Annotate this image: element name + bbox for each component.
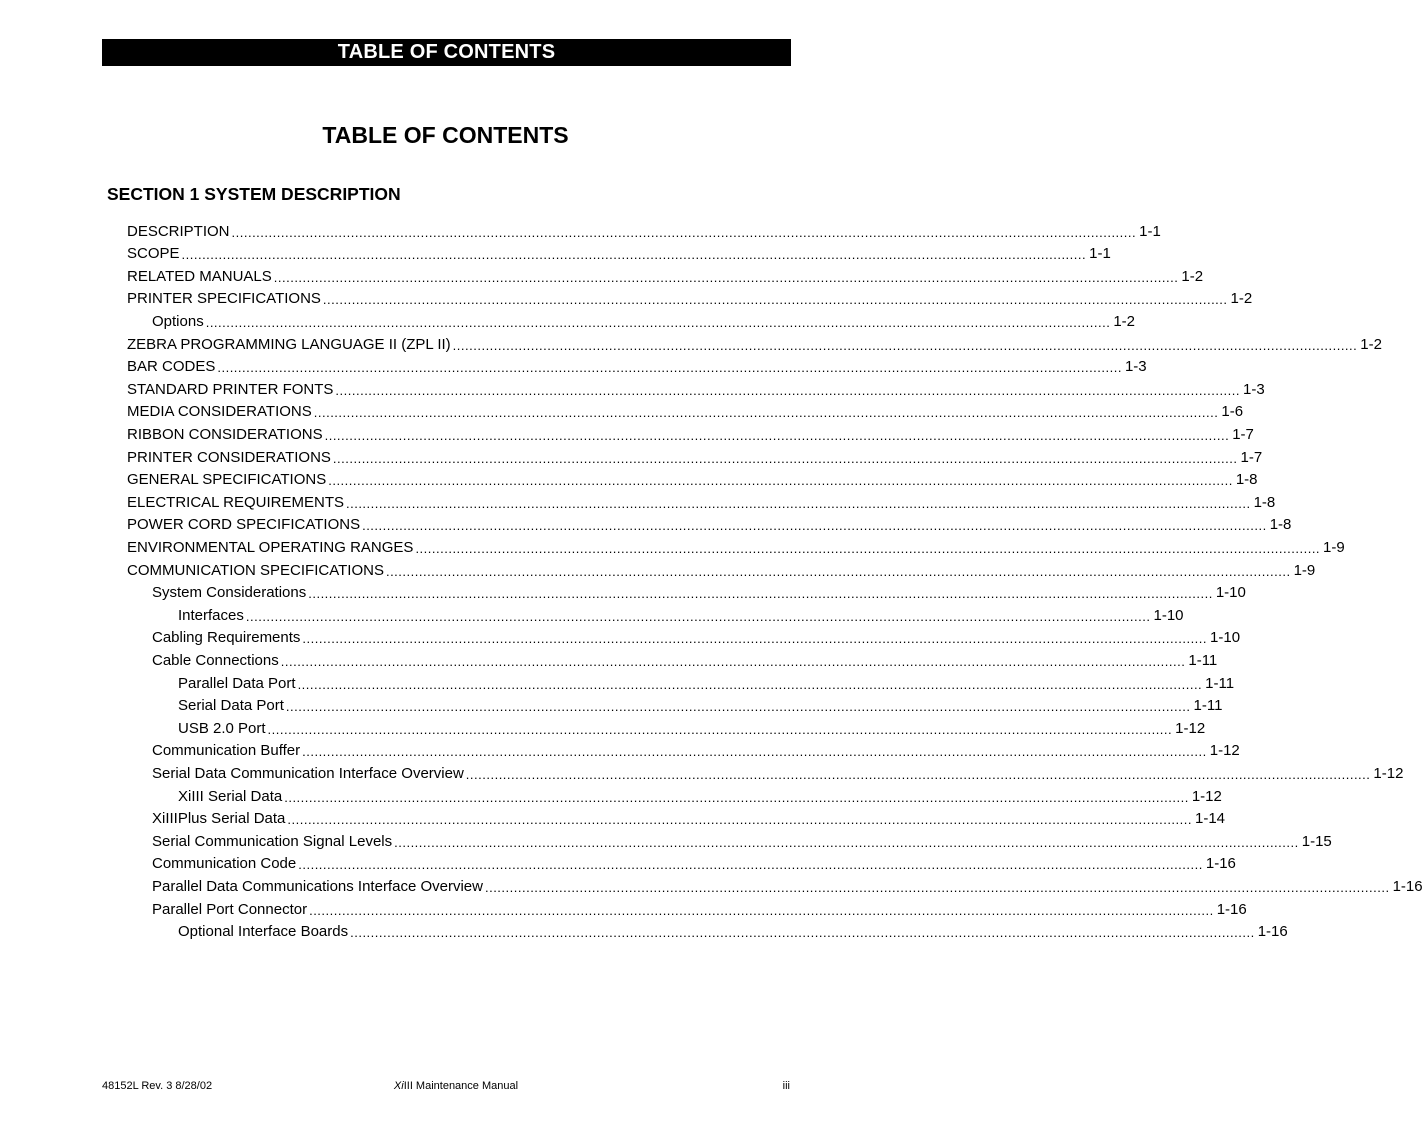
footer-manual-title	[366, 1079, 546, 1093]
toc-entry-label: Parallel Data Communications Interface Overview	[152, 877, 483, 895]
toc-leader-dots: ............................................................................................................................................................................................................................	[245, 608, 1151, 624]
toc-entry-page: 1-10	[1210, 629, 1241, 647]
toc-entry-label: Serial Data Port	[178, 697, 284, 715]
toc-entry[interactable]	[152, 852, 1236, 875]
toc-entry[interactable]	[127, 558, 1316, 581]
toc-entry-page: 1-2	[1230, 290, 1253, 308]
toc-entry-label: ZEBRA PROGRAMMING LANGUAGE II (ZPL II)	[127, 335, 451, 353]
toc-entry-label: Options	[152, 312, 204, 330]
toc-entry[interactable]	[127, 264, 1204, 287]
toc-entry-label: Serial Communication Signal Levels	[152, 832, 393, 850]
toc-entry[interactable]	[152, 897, 1247, 920]
footer-manual-title-rest: III Maintenance Manual	[403, 1080, 519, 1092]
toc-entry-label: Parallel Data Port	[178, 674, 296, 692]
toc-entry-label: XiIII Serial Data	[178, 787, 283, 805]
toc-leader-dots: ............................................................................................................................................................................................................................	[322, 292, 1228, 308]
toc-entry-label: Communication Buffer	[152, 742, 301, 760]
toc-entry-label: RELATED MANUALS	[127, 267, 272, 285]
toc-leader-dots: ............................................................................................................................................................................................................................	[465, 766, 1371, 782]
toc-entry-label: BAR CODES	[127, 358, 216, 376]
toc-leader-dots: ............................................................................................................................................................................................................................	[267, 721, 1173, 737]
toc-entry-page: 1-2	[1113, 312, 1135, 330]
toc-entry[interactable]	[127, 513, 1292, 536]
toc-entry[interactable]	[152, 807, 1226, 830]
toc-entry-page: 1-1	[1089, 245, 1111, 263]
toc-leader-dots: ............................................................................................................................................................................................................................	[302, 631, 1208, 647]
toc-leader-dots: ............................................................................................................................................................................................................................	[309, 902, 1214, 918]
toc-entry[interactable]	[152, 581, 1246, 604]
toc-entry-page: 1-8	[1269, 516, 1292, 534]
toc-entry-label: ELECTRICAL REQUIREMENTS	[127, 493, 344, 511]
toc-entry-page: 1-16	[1205, 855, 1236, 873]
toc-entry-page: 1-8	[1253, 493, 1276, 511]
toc-leader-dots: ............................................................................................................................................................................................................................	[328, 473, 1233, 489]
toc-entry-page: 1-12	[1373, 764, 1404, 782]
toc-entry-page: 1-16	[1392, 877, 1423, 895]
header-bar	[102, 39, 791, 66]
toc-entry-label: MEDIA CONSIDERATIONS	[127, 403, 312, 421]
toc-leader-dots: ............................................................................................................................................................................................................................	[324, 427, 1230, 443]
toc-entry-label: Cable Connections	[152, 651, 279, 669]
toc-entry-label: Communication Code	[152, 855, 297, 873]
toc-leader-dots: ............................................................................................................................................................................................................................	[205, 314, 1111, 330]
toc-entry[interactable]	[127, 535, 1345, 558]
toc-entry[interactable]	[127, 422, 1254, 445]
toc-entry-page: 1-16	[1257, 923, 1288, 941]
toc-entry[interactable]	[127, 332, 1382, 355]
toc-entry-label: USB 2.0 Port	[178, 719, 266, 737]
toc-entry-label: System Considerations	[152, 584, 307, 602]
footer-page-number: iii	[782, 1080, 790, 1092]
toc-entry-label: RIBBON CONSIDERATIONS	[127, 425, 323, 443]
toc-leader-dots: ............................................................................................................................................................................................................................	[313, 405, 1219, 421]
section-title: SECTION 1 SYSTEM DESCRIPTION	[107, 184, 401, 204]
toc-entry-page: 1-2	[1360, 335, 1382, 353]
toc-entry-label: STANDARD PRINTER FONTS	[127, 380, 334, 398]
toc-leader-dots: ............................................................................................................................................................................................................................	[273, 269, 1179, 285]
toc-entry-page: 1-12	[1191, 787, 1222, 805]
toc-leader-dots: ............................................................................................................................................................................................................................	[302, 744, 1207, 760]
toc-entry[interactable]	[178, 784, 1222, 807]
toc-entry-page: 1-10	[1153, 606, 1184, 624]
toc-entry[interactable]	[127, 242, 1111, 265]
toc-leader-dots: ............................................................................................................................................................................................................................	[297, 676, 1203, 692]
toc-leader-dots: ............................................................................................................................................................................................................................	[284, 789, 1189, 805]
page-title: TABLE OF CONTENTS	[322, 122, 569, 148]
toc-entry[interactable]	[152, 648, 1218, 671]
toc-entry-label: Parallel Port Connector	[152, 900, 308, 918]
toc-entry-page: 1-12	[1209, 742, 1240, 760]
toc-entry-page: 1-1	[1139, 222, 1161, 240]
toc-leader-dots: ............................................................................................................................................................................................................................	[217, 360, 1122, 376]
toc-entry[interactable]	[127, 400, 1244, 423]
toc-entry-label: DESCRIPTION	[127, 222, 230, 240]
toc-entry-page: 1-6	[1221, 403, 1244, 421]
toc-entry-page: 1-10	[1215, 584, 1246, 602]
toc-entry[interactable]	[127, 219, 1161, 242]
toc-leader-dots: ............................................................................................................................................................................................................................	[394, 834, 1299, 850]
toc-entry-label: Cabling Requirements	[152, 629, 301, 647]
toc-entry[interactable]	[178, 716, 1206, 739]
toc-entry-page: 1-7	[1232, 425, 1254, 443]
toc-leader-dots: ............................................................................................................................................................................................................................	[332, 450, 1238, 466]
toc-entry-page: 1-12	[1175, 719, 1206, 737]
toc-leader-dots: ............................................................................................................................................................................................................................	[484, 879, 1390, 895]
toc-entry[interactable]	[127, 490, 1276, 513]
footer-manual-title-italic: Xi	[393, 1080, 404, 1092]
toc-entry[interactable]	[152, 626, 1241, 649]
toc-entry-page: 1-14	[1195, 810, 1226, 828]
toc-leader-dots: ............................................................................................................................................................................................................................	[287, 812, 1192, 828]
toc-entry-page: 1-3	[1124, 358, 1147, 376]
toc-leader-dots: ............................................................................................................................................................................................................................	[415, 540, 1321, 556]
toc-entry-page: 1-2	[1181, 267, 1204, 285]
toc-entry[interactable]	[152, 761, 1404, 784]
toc-entry[interactable]	[178, 920, 1288, 943]
toc-leader-dots: ............................................................................................................................................................................................................................	[308, 586, 1213, 602]
toc-entry-page: 1-7	[1240, 448, 1263, 466]
toc-entry-page: 1-9	[1293, 561, 1316, 579]
toc-leader-dots: ............................................................................................................................................................................................................................	[345, 495, 1251, 511]
toc-entry-label: SCOPE	[127, 245, 180, 263]
toc-entry-label: PRINTER CONSIDERATIONS	[127, 448, 331, 466]
toc-leader-dots: ............................................................................................................................................................................................................................	[362, 518, 1267, 534]
toc-entry-page: 1-8	[1235, 471, 1258, 489]
header-bar-title: TABLE OF CONTENTS	[337, 41, 556, 63]
toc-entry[interactable]	[178, 694, 1223, 717]
toc-leader-dots: ............................................................................................................................................................................................................................	[285, 699, 1191, 715]
toc-entry[interactable]	[178, 671, 1235, 694]
toc-entry-label: Interfaces	[178, 606, 244, 624]
toc-entry-page: 1-11	[1193, 697, 1223, 715]
toc-entry[interactable]	[127, 355, 1147, 378]
toc-entry[interactable]	[152, 739, 1240, 762]
toc-entry-label: POWER CORD SPECIFICATIONS	[127, 516, 361, 534]
footer-doc-number: 48152L Rev. 3 8/28/02	[102, 1080, 213, 1092]
toc-entry-page: 1-15	[1301, 832, 1332, 850]
toc-entry[interactable]	[152, 829, 1332, 852]
toc-entry-label: COMMUNICATION SPECIFICATIONS	[127, 561, 384, 579]
toc-entry[interactable]	[152, 309, 1135, 332]
toc-leader-dots: ............................................................................................................................................................................................................................	[298, 857, 1203, 873]
toc-leader-dots: ............................................................................................................................................................................................................................	[335, 382, 1241, 398]
toc-entry-label: Serial Data Communication Interface Overview	[152, 764, 464, 782]
toc-entry[interactable]	[127, 468, 1258, 491]
toc-leader-dots: ............................................................................................................................................................................................................................	[231, 224, 1137, 240]
toc-entry-page: 1-9	[1323, 538, 1345, 556]
toc-entry[interactable]	[178, 603, 1184, 626]
toc-entry-label: XiIIIPlus Serial Data	[152, 810, 286, 828]
toc-entry-label: Optional Interface Boards	[178, 923, 349, 941]
toc-entry-label: PRINTER SPECIFICATIONS	[127, 290, 321, 308]
toc-entry-page: 1-16	[1216, 900, 1247, 918]
toc-entry-page: 1-3	[1243, 380, 1265, 398]
toc-leader-dots: ............................................................................................................................................................................................................................	[350, 925, 1255, 941]
toc-entry[interactable]	[152, 874, 1423, 897]
toc-entry-label: GENERAL SPECIFICATIONS	[127, 471, 327, 489]
toc-entry-label: ENVIRONMENTAL OPERATING RANGES	[127, 538, 414, 556]
toc-entry[interactable]	[127, 445, 1263, 468]
toc-entry-page: 1-11	[1188, 651, 1218, 669]
toc-entry-page: 1-11	[1205, 674, 1235, 692]
toc-leader-dots: ............................................................................................................................................................................................................................	[280, 653, 1186, 669]
toc-entry[interactable]	[127, 377, 1265, 400]
toc-leader-dots: ............................................................................................................................................................................................................................	[181, 247, 1087, 263]
toc-leader-dots: ............................................................................................................................................................................................................................	[385, 563, 1291, 579]
toc-leader-dots: ............................................................................................................................................................................................................................	[452, 337, 1358, 353]
toc-entry[interactable]	[127, 287, 1253, 310]
